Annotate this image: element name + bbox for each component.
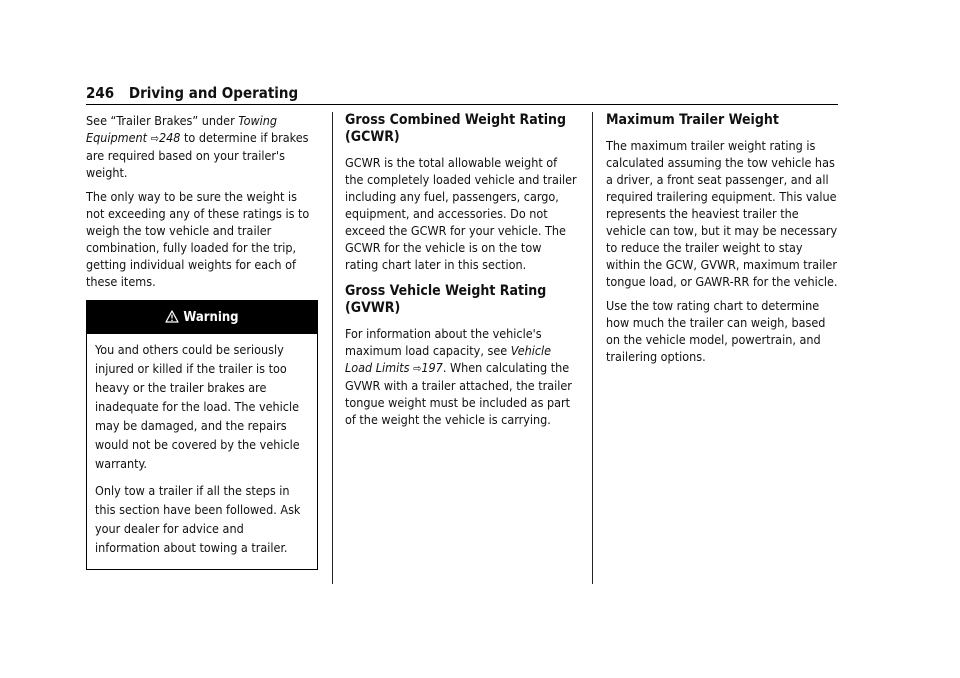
column-divider <box>332 112 333 584</box>
warning-box <box>86 300 318 570</box>
page-ref-arrow-icon: ⇨ <box>150 132 159 145</box>
section-title: Driving and Operating <box>128 84 299 102</box>
page-ref-197[interactable]: 197 <box>421 360 443 375</box>
vehicle-load-limits-link[interactable]: Vehicle Load Limits <box>345 343 552 375</box>
column-left <box>86 112 318 570</box>
text: See “Trailer Brakes” under <box>86 113 239 128</box>
paragraph-gvwr <box>345 325 577 428</box>
text: For information about the vehicle's maximum load capacity, see <box>345 326 542 358</box>
warning-body <box>87 334 317 569</box>
paragraph-max-trailer-weight: The maximum trailer weight rating is calculated assuming the tow vehicle has a driver, a front seat passenger, and all required trailering equipment. This value represents the heaviest trailer the vehicle can tow, but it may be necessary to reduce the trailer weight to stay within the GCW, GVWR, maximum trailer tongue load, or GAWR-RR for the vehicle. <box>606 138 838 289</box>
paragraph-trailer-brakes <box>86 112 318 181</box>
paragraph-weigh: The only way to be sure the weight is not exceeding any of these ratings is to weigh the tow vehicle and trailer combination, fully loaded for the trip, getting individual weights for each of these items. <box>86 189 310 289</box>
warning-triangle-icon <box>165 310 179 323</box>
text: . When calculating the GVWR with a trailer attached, the trailer tongue weight must be included as part of the weight the vehicle is carrying. <box>345 360 572 427</box>
page-number: 246 <box>86 84 115 102</box>
paragraph-gcwr: GCWR is the total allowable weight of the completely loaded vehicle and trailer including any fuel, passengers, cargo, equipment, and accessories. Do not exceed the GCWR for your vehicle. The GCWR for the vehicle is on the tow rating chart later in this section. <box>345 155 577 272</box>
warning-header <box>87 301 317 334</box>
heading-gcwr: Gross Combined Weight Rating (GCWR) <box>345 112 567 145</box>
towing-equipment-link[interactable]: Towing Equipment <box>86 113 278 145</box>
warning-title: Warning <box>183 310 239 325</box>
text: to determine if brakes are required based on your trailer's weight. <box>86 130 309 180</box>
column-divider <box>592 112 593 584</box>
heading-max-trailer-weight: Maximum Trailer Weight <box>606 112 779 128</box>
heading-gvwr: Gross Vehicle Weight Rating (GVWR) <box>345 283 547 316</box>
page-header <box>86 84 838 105</box>
page-ref-arrow-icon: ⇨ <box>413 362 422 375</box>
column-middle <box>345 112 577 435</box>
warning-paragraph: You and others could be seriously injured or killed if the trailer is too heavy or the trailer brakes are inadequate for the load. The vehicle may be damaged, and the repairs would not be covered by the vehicle warranty. <box>95 342 300 471</box>
warning-paragraph: Only tow a trailer if all the steps in this section have been followed. Ask your dealer for advice and information about towing a trailer. <box>95 483 301 555</box>
paragraph-tow-rating-chart: Use the tow rating chart to determine how much the trailer can weigh, based on the vehicle model, powertrain, and trailering options. <box>606 298 826 364</box>
page-ref-248[interactable]: 248 <box>158 130 181 145</box>
column-right <box>606 112 838 372</box>
